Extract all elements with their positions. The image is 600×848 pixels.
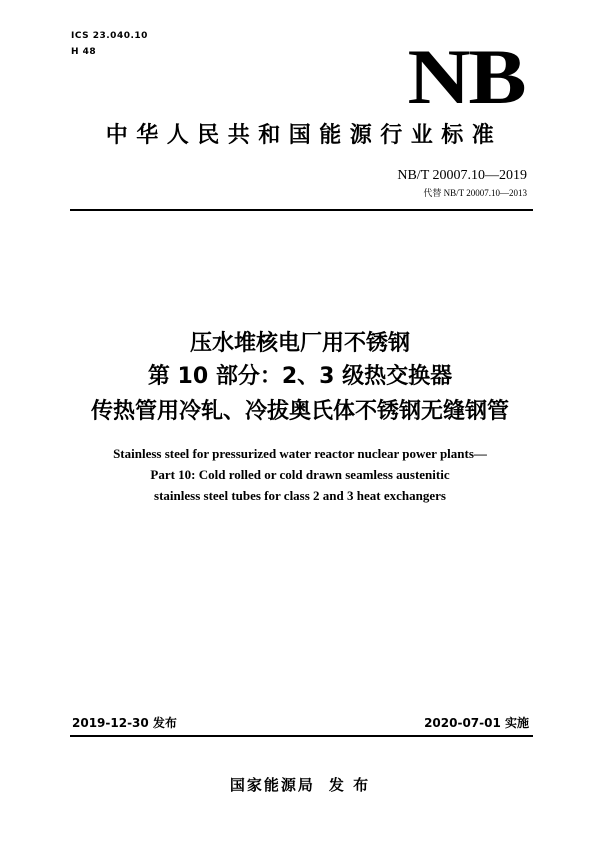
title-en-line-2: Part 10: Cold rolled or cold drawn seamless austenitic xyxy=(150,467,450,482)
title-zh-line-1: 压水堆核电厂用不锈钢 xyxy=(189,331,410,356)
title-en-line-3: stainless steel tubes for class 2 and 3 heat exchangers xyxy=(154,488,446,503)
standard-number: NB/T 20007.10—2019 xyxy=(397,168,527,183)
title-en-line-1: Stainless steel for pressurized water reactor nuclear power plants— xyxy=(113,446,487,461)
ccs-code: H 48 xyxy=(71,47,97,57)
organization-title: 中华人民共和国能源行业标准 xyxy=(105,123,503,148)
title-zh-line-2: 第 10 部分：2、3 级热交换器 xyxy=(147,364,453,389)
title-zh-line-3: 传热管用冷轧、冷拔奥氏体不锈钢无缝钢管 xyxy=(90,399,509,424)
implementation-date: 2020-07-01 实施 xyxy=(424,716,529,730)
publisher-action: 发 布 xyxy=(328,776,371,794)
replaces-standard: 代替 NB/T 20007.10—2013 xyxy=(423,188,527,198)
bottom-divider xyxy=(70,735,533,737)
nb-logo: NB xyxy=(407,33,524,120)
ics-code: ICS 23.040.10 xyxy=(71,31,148,41)
top-divider xyxy=(70,209,533,211)
publisher-name: 国家能源局 xyxy=(229,776,315,794)
publisher xyxy=(0,774,600,795)
issue-date: 2019-12-30 发布 xyxy=(72,716,177,730)
